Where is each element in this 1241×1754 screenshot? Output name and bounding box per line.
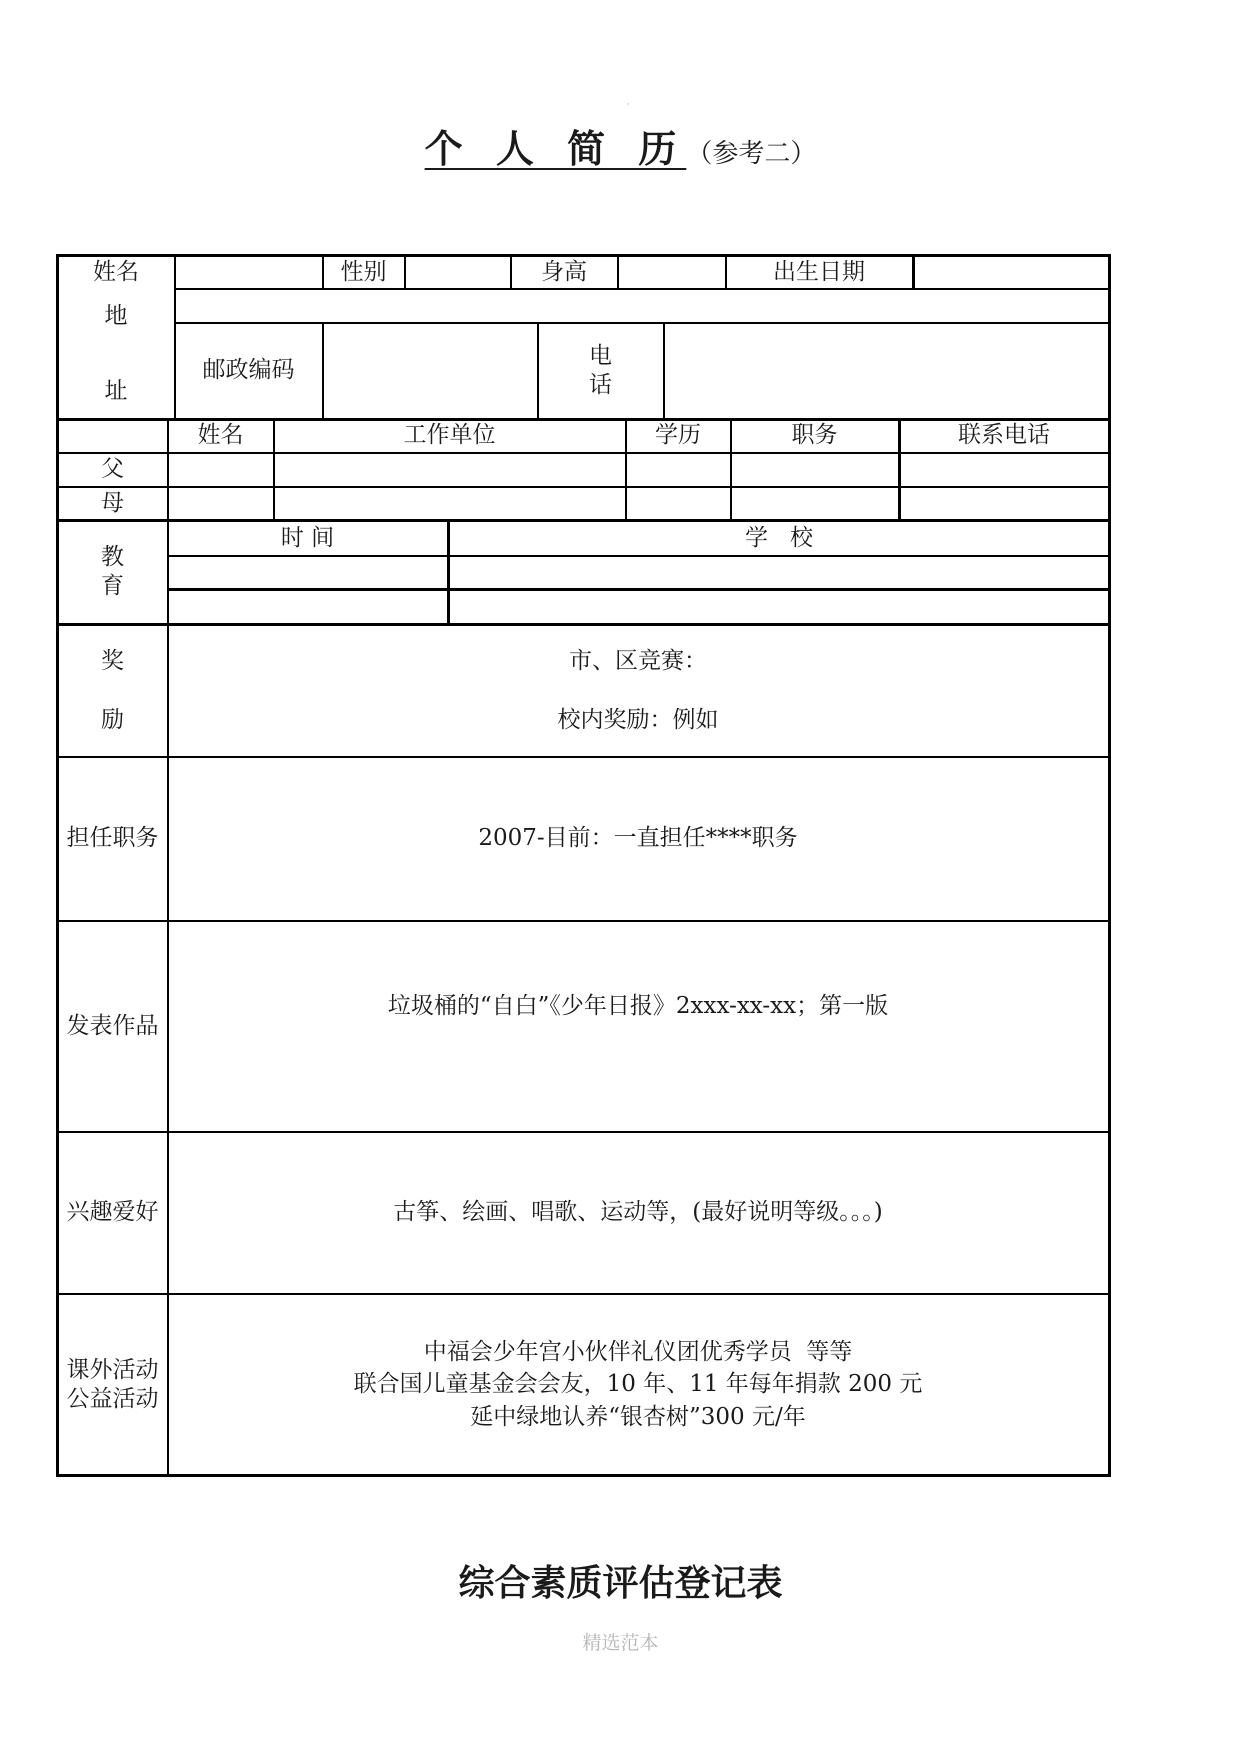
- height-label: 身高: [541, 258, 587, 285]
- education-time-header: 时 间: [280, 524, 335, 551]
- hobbies-content: 古筝、绘画、唱歌、运动等，(最好说明等级。。。): [393, 1199, 883, 1226]
- hobbies-label: 兴趣爱好: [66, 1199, 159, 1226]
- phone-label: 电 话: [589, 342, 612, 398]
- grid-line: [404, 256, 406, 289]
- education-school-header: 学 校: [745, 524, 813, 551]
- form-title: 综合素质评估登记表: [458, 1563, 783, 1604]
- grid-line: [168, 588, 1108, 591]
- grid-line: [175, 288, 1108, 290]
- grid-line: [58, 452, 1111, 454]
- activities-content: 中福会少年宫小伙伴礼仪团优秀学员 等等 联合国儿童基金会会友，10 年、11 年每年捐款 200 元 延中绿地认养“银杏树”300 元/年: [353, 1339, 923, 1430]
- resume-title: [0, 118, 1241, 173]
- family-header-education: 学历: [655, 422, 701, 449]
- publications-content: 垃圾桶的“自白”《少年日报》2xxx-xx-xx；第一版: [387, 992, 889, 1019]
- education-label: 教 育: [101, 544, 124, 599]
- awards-content: 市、区竞赛： 校内奖励：例如: [557, 647, 719, 733]
- mother-label: 母: [101, 489, 124, 516]
- name-label: 姓名: [93, 258, 139, 285]
- father-label: 父: [101, 456, 124, 483]
- birth-date-label: 出生日期: [773, 258, 865, 285]
- family-header-name: 姓名: [197, 422, 244, 449]
- postcode-label: 邮政编码: [202, 357, 295, 384]
- family-header-phone: 联系电话: [958, 422, 1050, 449]
- family-header-position: 职务: [791, 422, 838, 449]
- publications-label: 发表作品: [66, 1012, 159, 1039]
- footer-watermark: 精选范本: [582, 1632, 659, 1654]
- gender-label: 性别: [340, 258, 387, 285]
- grid-line: [322, 322, 324, 419]
- grid-line: [912, 256, 915, 289]
- positions-content: 2007-目前：一直担任****职务: [478, 825, 798, 852]
- grid-line: [617, 256, 619, 289]
- activities-label: 课外活动 公益活动: [66, 1356, 159, 1412]
- positions-label: 担任职务: [66, 825, 159, 852]
- family-header-workplace: 工作单位: [403, 422, 496, 449]
- address-label: 地 址: [104, 302, 128, 404]
- resume-title-note: （参考二）: [686, 139, 817, 169]
- page-mark: ·: [627, 100, 630, 109]
- grid-line: [58, 486, 1111, 488]
- awards-label: 奖 励: [101, 647, 124, 733]
- grid-line: [663, 322, 665, 419]
- resume-title-main: 个 人 简 历: [424, 126, 687, 171]
- grid-line: [168, 555, 1108, 557]
